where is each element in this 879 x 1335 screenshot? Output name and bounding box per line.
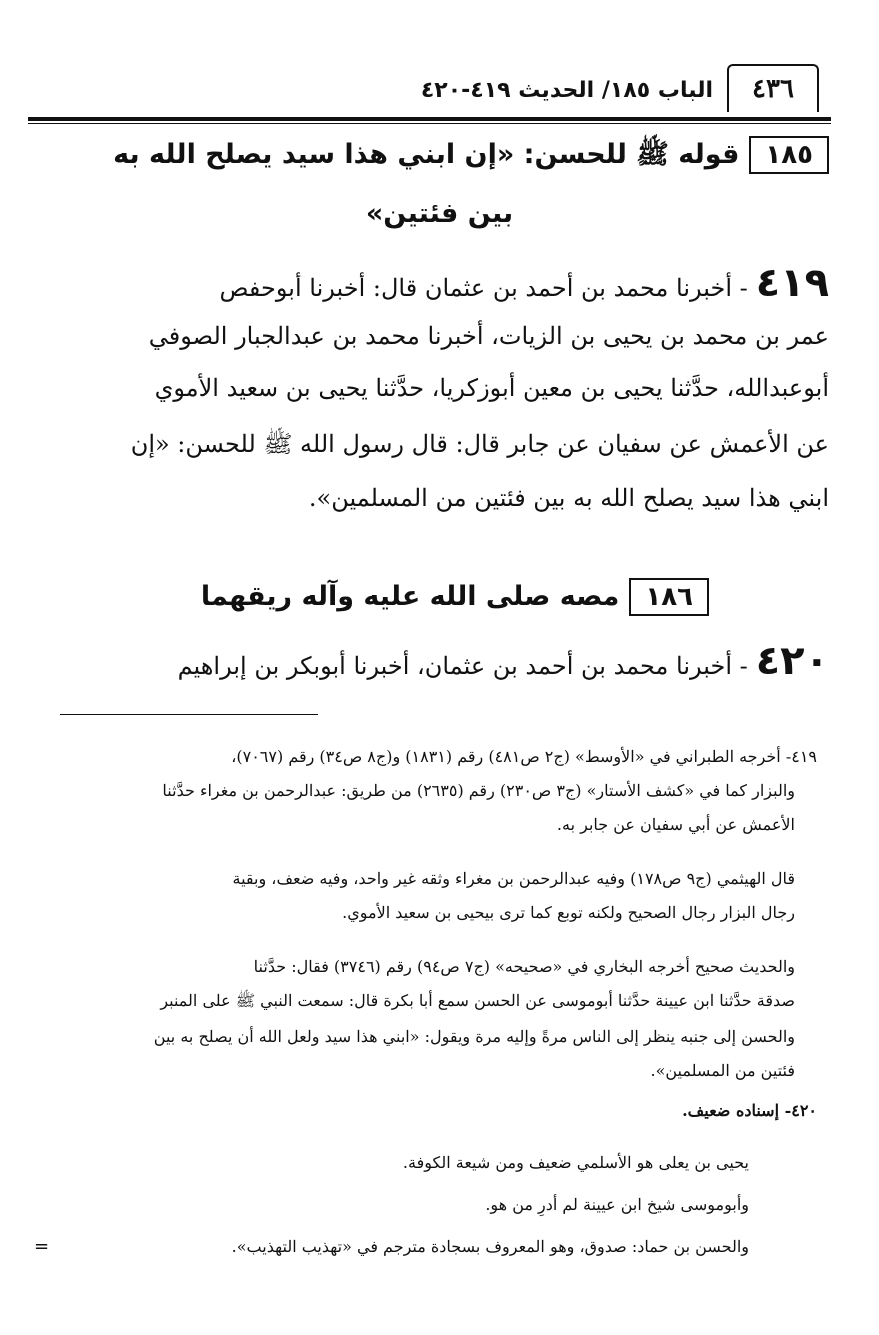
footnote-420-line: وأبوموسى شيخ ابن عيينة لم أدرِ من هو. bbox=[485, 1195, 749, 1214]
footnote-420-head: ٤٢٠- إسناده ضعيف. bbox=[682, 1101, 817, 1120]
footnote-separator bbox=[60, 714, 318, 715]
footnote-419-line: رجال البزار رجال الصحيح ولكنه توبع كما ترى بيحيى بن سعيد الأموي. bbox=[342, 903, 795, 922]
hadith-419-text: - أخبرنا محمد بن أحمد بن عثمان قال: أخبرنا أبوحفص bbox=[219, 274, 748, 302]
running-head: الباب ١٨٥/ الحديث ٤١٩-٤٢٠ bbox=[420, 78, 713, 103]
footnote-419-line: والحديث صحيح أخرجه البخاري في «صحيحه» (ج٧ ص٩٤) رقم (٣٧٤٦) فقال: حدَّثنا bbox=[253, 957, 795, 976]
footnote-419-line: والحسن إلى جنبه ينظر إلى الناس مرةً وإليه مرة ويقول: «ابني هذا سيد ولعل الله أن يصلح به بين bbox=[153, 1027, 795, 1046]
footnote-419-line: الأعمش عن أبي سفيان عن جابر به. bbox=[556, 815, 795, 834]
chapter-185-title-line1: قوله ﷺ للحسن: «إن ابني هذا سيد يصلح الله به bbox=[113, 139, 740, 170]
chapter-186-number: ١٨٦ bbox=[629, 578, 709, 616]
hadith-419-number: ٤١٩ bbox=[755, 260, 829, 306]
header-rule-thick bbox=[28, 117, 831, 121]
hadith-420-line-1 bbox=[34, 638, 829, 686]
chapter-185-title-line2: بين فئتين» bbox=[365, 198, 514, 229]
hadith-419-line-1 bbox=[34, 260, 829, 308]
hadith-419-line-2: عمر بن محمد بن يحيى بن الزيات، أخبرنا محمد بن عبدالجبار الصوفي bbox=[148, 322, 829, 350]
chapter-186-heading bbox=[120, 578, 709, 616]
chapter-185-heading bbox=[30, 136, 829, 177]
footnote-419-line: صدقة حدَّثنا ابن عيينة حدَّثنا أبوموسى عن الحسن سمع أبا بكرة قال: سمعت النبي ﷺ على المنبر bbox=[160, 991, 795, 1010]
footnote-420-line: يحيى بن يعلى هو الأسلمي ضعيف ومن شيعة الكوفة. bbox=[402, 1153, 749, 1172]
hadith-420-text: - أخبرنا محمد بن أحمد بن عثمان، أخبرنا أبوبكر بن إبراهيم bbox=[177, 652, 748, 680]
footnote-419-line: والبزار كما في «كشف الأستار» (ج٣ ص٢٣٠) رقم (٢٦٣٥) من طريق: عبدالرحمن بن مغراء حدَّثنا bbox=[162, 781, 795, 800]
footnote-419-line: ٤١٩- أخرجه الطبراني في «الأوسط» (ج٢ ص٤٨١) رقم (١٨٣١) و(ج٨ ص٣٤) رقم (٧٠٦٧)، bbox=[231, 747, 817, 766]
hadith-419-line-5: ابني هذا سيد يصلح الله به بين فئتين من المسلمين». bbox=[308, 484, 829, 512]
hadith-420-number: ٤٢٠ bbox=[755, 638, 829, 684]
chapter-186-title: مصه صلى الله عليه وآله ريقهما bbox=[200, 581, 620, 612]
footnote-420-line: والحسن بن حماد: صدوق، وهو المعروف بسجادة مترجم في «تهذيب التهذيب». bbox=[231, 1237, 749, 1256]
page-header bbox=[28, 58, 831, 120]
header-rule-thin bbox=[28, 123, 831, 124]
hadith-419-line-3: أبوعبدالله، حدَّثنا يحيى بن معين أبوزكريا، حدَّثنا يحيى بن سعيد الأموي bbox=[154, 374, 829, 402]
footnote-419-line: قال الهيثمي (ج٩ ص١٧٨) وفيه عبدالرحمن بن مغراء وثقه غير واحد، وفيه ضعف، وبقية bbox=[232, 869, 795, 888]
footnote-419-line: فئتين من المسلمين». bbox=[650, 1061, 795, 1080]
chapter-185-number: ١٨٥ bbox=[749, 136, 829, 174]
page-number: ٤٣٦ bbox=[727, 64, 819, 112]
continuation-mark: = bbox=[34, 1236, 50, 1257]
hadith-419-line-4: عن الأعمش عن سفيان عن جابر قال: قال رسول الله ﷺ للحسن: «إن bbox=[130, 430, 829, 458]
